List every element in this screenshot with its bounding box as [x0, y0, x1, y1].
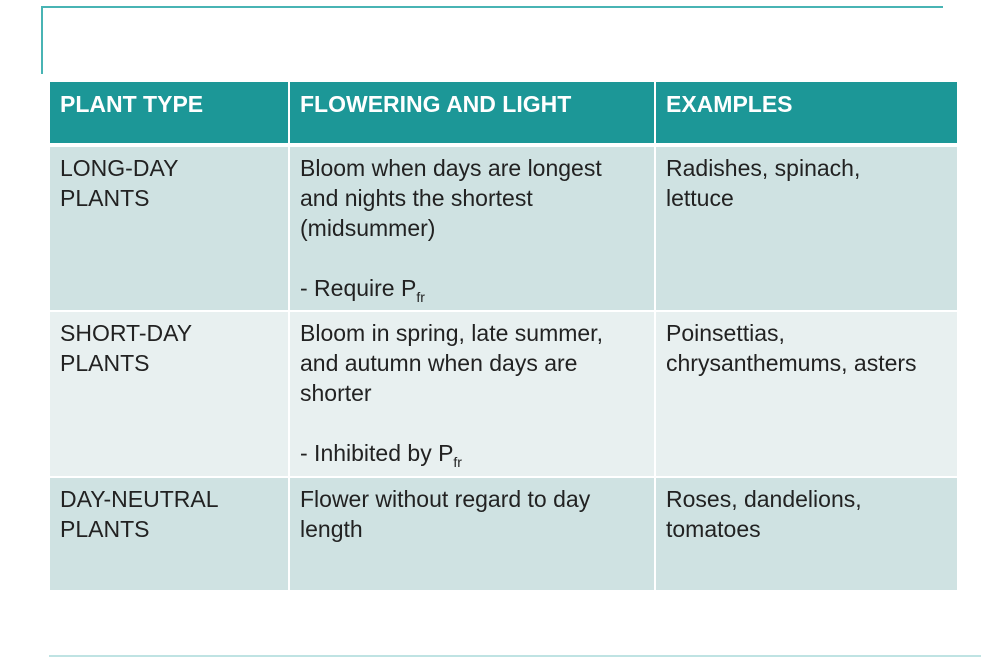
- cell-text-line: PLANTS: [60, 185, 150, 211]
- cell-flowering: [289, 145, 655, 311]
- cell-examples: [655, 477, 957, 591]
- header-flowering-and-light: FLOWERING AND LIGHT: [289, 82, 655, 145]
- cell-examples: [655, 311, 957, 477]
- title-accent-top: [41, 6, 943, 8]
- header-plant-type: PLANT TYPE: [50, 82, 289, 145]
- title-accent-left: [41, 6, 43, 74]
- cell-text-line: shorter: [300, 380, 372, 406]
- cell-flowering: [289, 477, 655, 591]
- cell-text-line: PLANTS: [60, 516, 150, 542]
- cell-text-line: and autumn when days are: [300, 350, 578, 376]
- plant-flowering-table: [50, 82, 957, 592]
- cell-text-line: Roses, dandelions,: [666, 486, 862, 512]
- cell-text-line: lettuce: [666, 185, 734, 211]
- cell-text-line: Bloom when days are longest: [300, 155, 602, 181]
- cell-text-line: tomatoes: [666, 516, 761, 542]
- note-subscript: fr: [416, 289, 425, 305]
- cell-flowering: [289, 311, 655, 477]
- cell-note: [300, 438, 644, 468]
- table-row-short-day: [50, 311, 957, 477]
- header-examples: EXAMPLES: [655, 82, 957, 145]
- cell-text-line: and nights the shortest: [300, 185, 533, 211]
- table-row-day-neutral: [50, 477, 957, 591]
- note-text: - Inhibited by P: [300, 440, 454, 466]
- cell-plant-type: [50, 477, 289, 591]
- cell-text-line: PLANTS: [60, 350, 150, 376]
- cell-plant-type: [50, 145, 289, 311]
- cell-text-line: (midsummer): [300, 215, 436, 241]
- note-text: - Require P: [300, 275, 417, 301]
- cell-examples: [655, 145, 957, 311]
- cell-text-line: Flower without regard to day: [300, 486, 591, 512]
- cell-text-line: Poinsettias,: [666, 320, 785, 346]
- table-header-row: [50, 82, 957, 145]
- cell-text-line: Radishes, spinach,: [666, 155, 861, 181]
- cell-text-line: length: [300, 516, 363, 542]
- cell-text-line: DAY-NEUTRAL: [60, 486, 219, 512]
- note-subscript: fr: [453, 454, 462, 470]
- cell-text-line: SHORT-DAY: [60, 320, 193, 346]
- cell-text-line: Bloom in spring, late summer,: [300, 320, 603, 346]
- cell-text-line: chrysanthemums, asters: [666, 350, 917, 376]
- table-row-long-day: [50, 145, 957, 311]
- cell-plant-type: [50, 311, 289, 477]
- cell-note: [300, 273, 644, 303]
- cell-text-line: LONG-DAY: [60, 155, 179, 181]
